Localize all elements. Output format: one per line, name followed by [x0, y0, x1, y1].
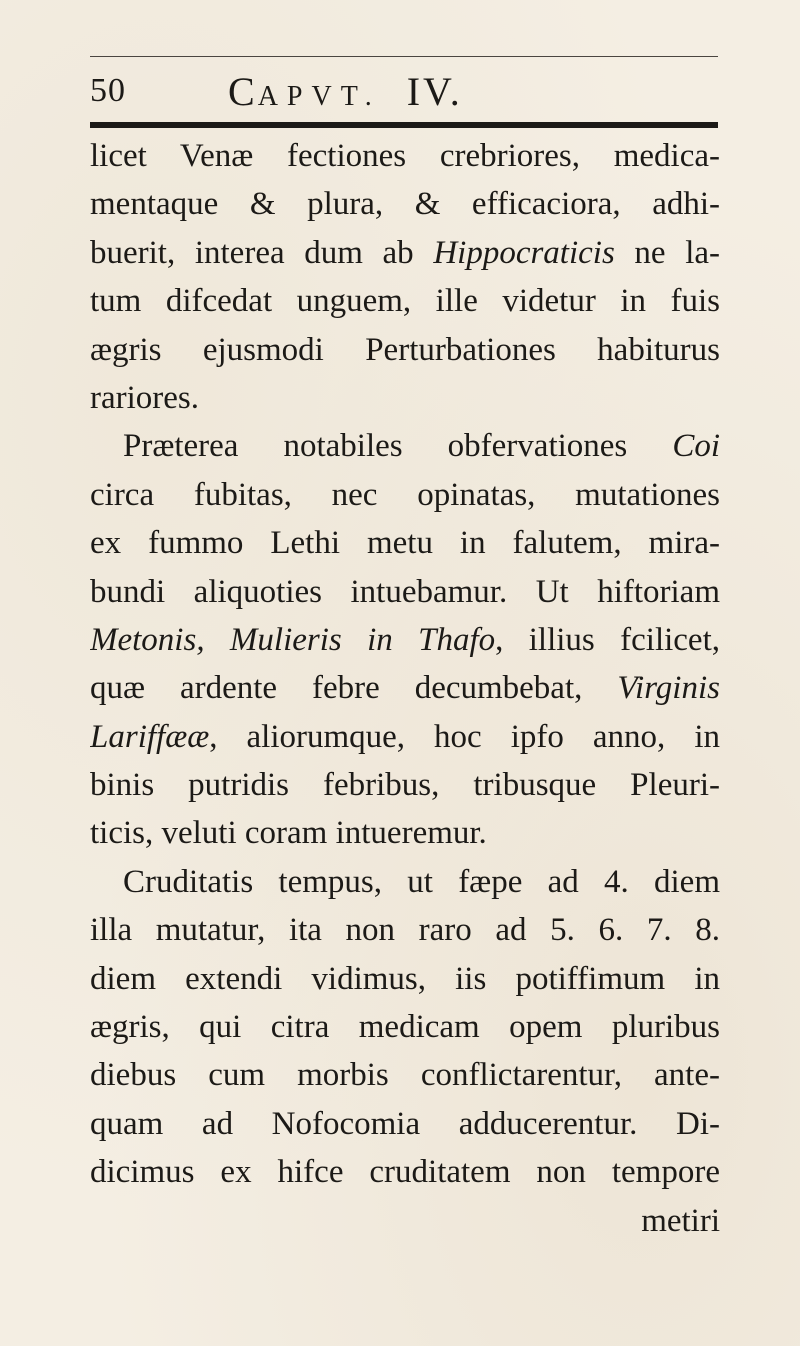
text-line: ægris, qui citra medicam opem pluribus	[90, 1009, 720, 1046]
chapter-heading-word: APVT.	[257, 81, 381, 112]
text-line	[90, 422, 720, 470]
text-line: ægris ejusmodi Perturbationes habiturus	[90, 331, 720, 368]
italic-name: Hippocraticis	[433, 234, 615, 271]
text-line: tum difcedat unguem, ille videtur in fuis	[90, 283, 720, 320]
text-segment: , aliorumque, hoc ipfo anno, in	[209, 718, 720, 755]
running-head	[90, 66, 718, 122]
text-line: bundi aliquoties intuebamur. Ut hiftoriam	[90, 573, 720, 610]
italic-name: Virginis	[617, 670, 720, 707]
text-line	[90, 616, 720, 664]
body-text	[90, 132, 720, 1245]
text-line: diebus cum morbis conflictarentur, ante-	[90, 1057, 720, 1094]
text-line: rariores.	[90, 379, 200, 416]
chapter-heading-initial: C	[228, 69, 258, 114]
chapter-heading	[228, 68, 463, 115]
text-segment: buerit, interea dum ab	[90, 234, 434, 271]
italic-name: Coi	[672, 428, 720, 465]
italic-name: Lariffææ	[90, 718, 210, 755]
chapter-numeral: IV.	[406, 69, 463, 114]
text-line: Cruditatis tempus, ut fæpe ad 4. diem	[123, 863, 720, 900]
text-line: licet Venæ fectiones crebriores, medica-	[90, 138, 720, 174]
text-line: illa mutatur, ita non raro ad 5. 6. 7. 8.	[90, 912, 720, 949]
text-line: quam ad Nofocomia adducerentur. Di-	[90, 1105, 720, 1142]
text-line	[90, 713, 720, 761]
text-line	[90, 229, 720, 277]
text-segment: ne la-	[614, 234, 720, 271]
text-segment: Præterea notabiles obfervationes	[123, 428, 673, 465]
catchword: metiri	[641, 1202, 720, 1239]
header-rule	[90, 122, 718, 128]
text-line: binis putridis febribus, tribusque Pleuri-	[90, 767, 720, 804]
text-line: mentaque & plura, & efficaciora, adhi-	[90, 186, 720, 223]
text-line: dicimus ex hifce cruditatem non tempore	[90, 1154, 720, 1191]
text-segment: , illius fcilicet,	[495, 621, 720, 658]
text-segment: quæ ardente febre decumbebat,	[90, 670, 618, 707]
header-top-thin-rule	[90, 56, 718, 57]
text-line: ticis, veluti coram intueremur.	[90, 815, 487, 852]
italic-name: Metonis, Mulieris in Thafo	[90, 621, 496, 658]
text-line: circa fubitas, nec opinatas, mutationes	[90, 476, 720, 513]
page-number: 50	[90, 72, 126, 109]
text-line	[90, 664, 720, 712]
text-line: diem extendi vidimus, iis potiffimum in	[90, 960, 720, 997]
text-line: ex fummo Lethi metu in falutem, mira-	[90, 525, 720, 562]
